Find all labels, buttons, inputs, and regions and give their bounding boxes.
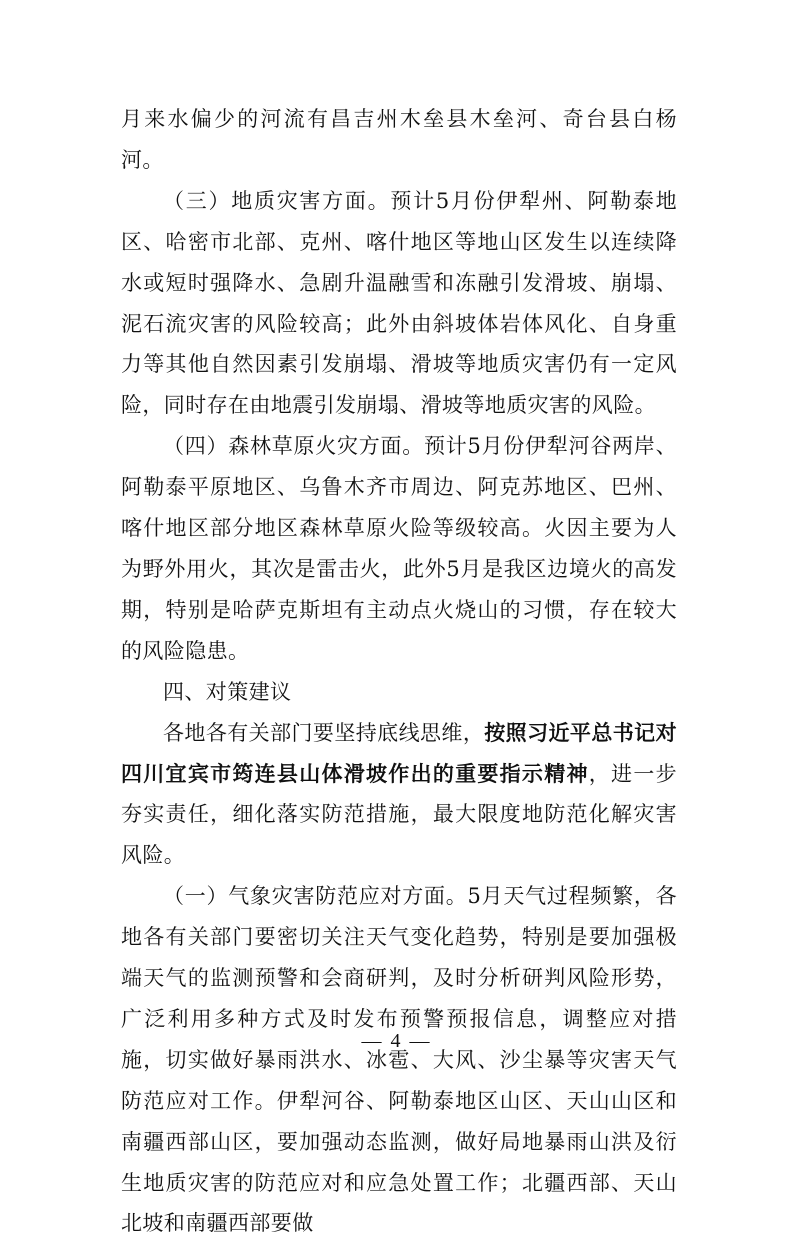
paragraph-geological-hazards: （三）地质灾害方面。预计5月份伊犁州、阿勒泰地区、哈密市北部、克州、喀什地区等地山区发生以连续降水或短时强降水、急剧升温融雪和冻融引发滑坡、崩塌、泥石流灾害的风险较高；此外由斜坡体岩体风化、自身重力等其他自然因素引发崩塌、滑坡等地质灾害仍有一定风险，同时存在由地震引发崩塌、滑坡等地质灾害的风险。 xyxy=(121,188,677,418)
paragraph-countermeasures-intro xyxy=(121,713,677,877)
page-number: — 4 — xyxy=(361,1030,432,1052)
document-body xyxy=(121,99,677,1244)
section-heading-countermeasures: 四、对策建议 xyxy=(163,679,292,704)
paragraph-continuation: 月来水偏少的河流有昌吉州木垒县木垒河、奇台县白杨河。 xyxy=(121,107,677,172)
intro-text-after: ，进一步夯实责任，细化落实防范措施，最大限度地防范化解灾害风险。 xyxy=(121,761,677,868)
paragraph-forest-fire: （四）森林草原火灾方面。预计5月份伊犁河谷两岸、阿勒泰平原地区、乌鲁木齐市周边、阿克苏地区、巴州、喀什地区部分地区森林草原火险等级较高。火因主要为人为野外用火，其次是雷击火，此外5月是我区边境火的高发期，特别是哈萨克斯坦有主动点火烧山的习惯，存在较大的风险隐患。 xyxy=(121,434,677,663)
intro-text-bold: 按照习近平总书记对四川宜宾市筠连县山体滑坡作出的重要指示精神 xyxy=(121,720,678,786)
paragraph-weather-disaster: （一）气象灾害防范应对方面。5月天气过程频繁，各地各有关部门要密切关注天气变化趋势，特别是要加强极端天气的监测预警和会商研判，及时分析研判风险形势，广泛利用多种方式及时发布预警预报信息，调整应对措施，切实做好暴雨洪水、冰雹、大风、沙尘暴等灾害天气防范应对工作。伊犁河谷、阿勒泰地区山区、天山山区和南疆西部山区，要加强动态监测，做好局地暴雨山洪及衍生地质灾害的防范应对和应急处置工作；北疆西部、天山北坡和南疆西部要做 xyxy=(121,884,677,1236)
intro-text-before: 各地各有关部门要坚持底线思维， xyxy=(163,720,485,745)
